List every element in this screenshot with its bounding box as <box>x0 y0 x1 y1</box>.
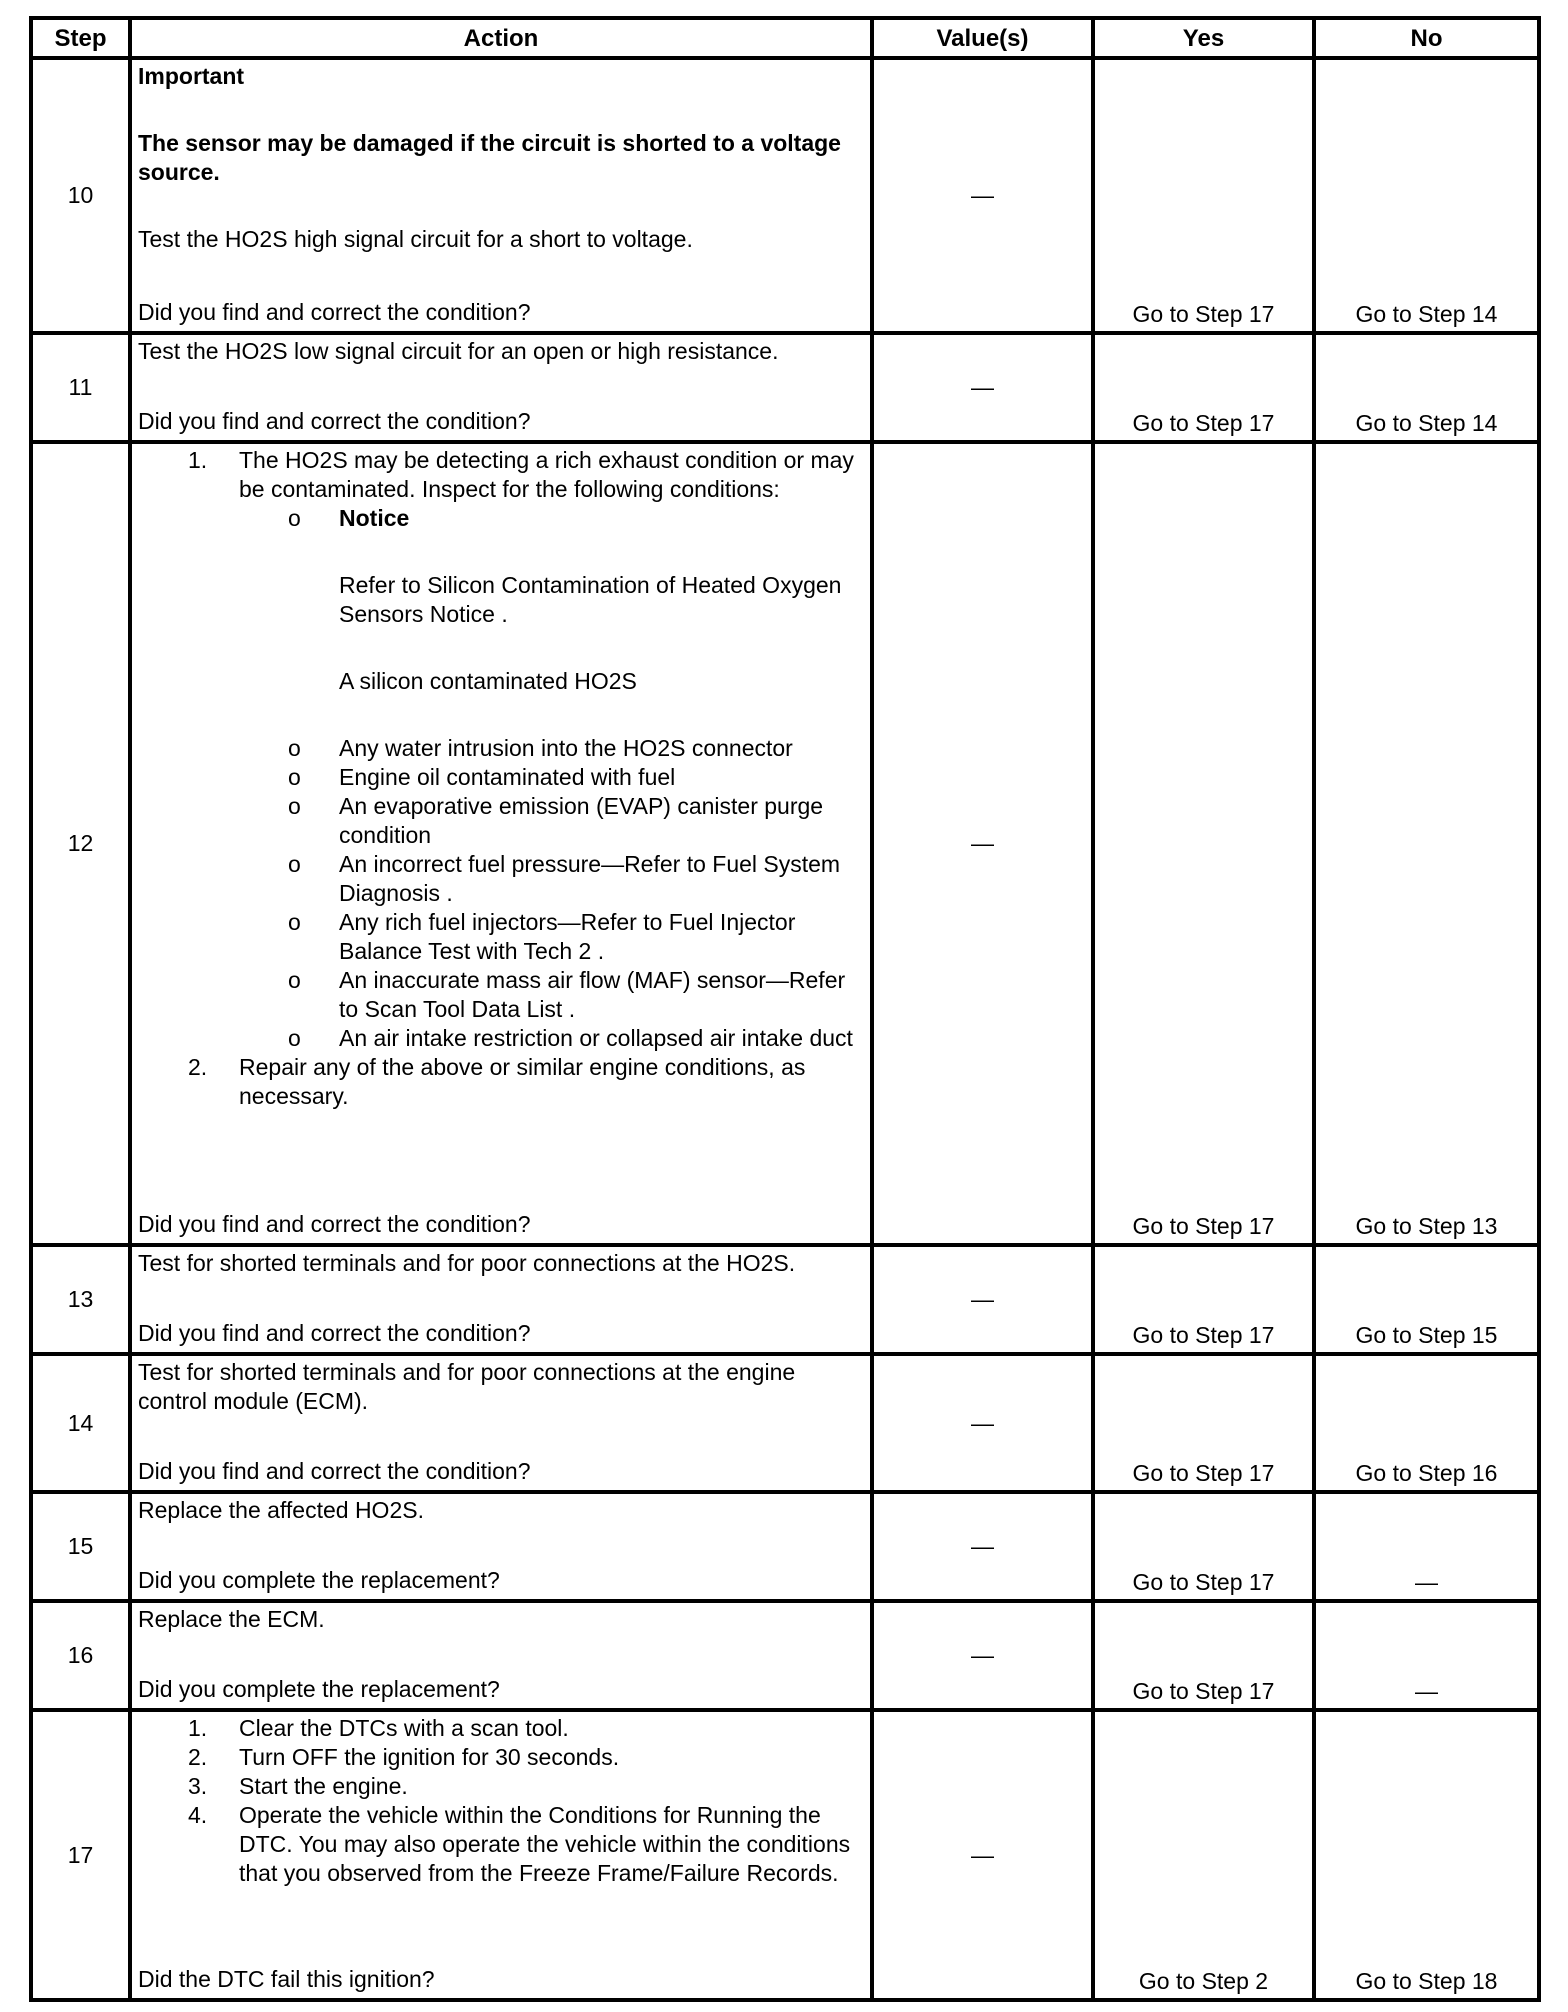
yes-cell: Go to Step 17 <box>1093 333 1314 442</box>
numbered-list <box>138 1714 864 1888</box>
step-number: 17 <box>31 1710 130 2000</box>
list-item-text: An evaporative emission (EVAP) canister purge condition <box>339 793 824 848</box>
no-cell: Go to Step 14 <box>1314 333 1539 442</box>
yes-cell: Go to Step 17 <box>1093 58 1314 333</box>
step-number: 12 <box>31 442 130 1245</box>
step-number: 16 <box>31 1601 130 1710</box>
action-question: Did you find and correct the condition? <box>138 408 531 434</box>
action-text: Test the HO2S low signal circuit for an open or high resistance. <box>138 338 779 364</box>
table-row-step-16 <box>31 1601 1539 1710</box>
value-cell: — <box>872 1710 1093 2000</box>
list-item-text: Turn OFF the ignition for 30 seconds. <box>239 1744 620 1770</box>
bullet-icon: o <box>288 967 301 993</box>
table-row-step-15 <box>31 1492 1539 1601</box>
header-step: Step <box>31 18 130 58</box>
no-cell: Go to Step 15 <box>1314 1245 1539 1354</box>
yes-cell: Go to Step 17 <box>1093 442 1314 1245</box>
value-cell: — <box>872 442 1093 1245</box>
value-cell: — <box>872 1245 1093 1354</box>
yes-cell: Go to Step 17 <box>1093 1601 1314 1710</box>
action-question: Did you complete the replacement? <box>138 1676 500 1702</box>
list-item <box>138 504 864 734</box>
action-cell <box>130 1354 872 1492</box>
list-number: 1. <box>188 1715 208 1741</box>
no-cell: Go to Step 16 <box>1314 1354 1539 1492</box>
important-warning: The sensor may be damaged if the circuit is shorted to a voltage source. <box>138 130 841 185</box>
list-item <box>138 792 864 850</box>
value-cell: — <box>872 333 1093 442</box>
no-cell: — <box>1314 1492 1539 1601</box>
no-cell: Go to Step 14 <box>1314 58 1539 333</box>
table-row-step-11 <box>31 333 1539 442</box>
list-item-text: Clear the DTCs with a scan tool. <box>239 1715 569 1741</box>
yes-cell: Go to Step 17 <box>1093 1245 1314 1354</box>
action-cell <box>130 1492 872 1601</box>
step-number: 15 <box>31 1492 130 1601</box>
notice-reference: Refer to Silicon Contamination of Heated Oxygen Sensors Notice . <box>339 572 842 627</box>
list-item-text: The HO2S may be detecting a rich exhaust condition or may be contaminated. Inspect for the following conditions: <box>239 447 854 502</box>
list-item <box>138 908 864 966</box>
list-item-text: Repair any of the above or similar engine conditions, as necessary. <box>239 1054 806 1109</box>
list-item <box>138 1024 864 1053</box>
list-item-text: Any rich fuel injectors—Refer to Fuel Injector Balance Test with Tech 2 . <box>339 909 796 964</box>
list-number: 1. <box>188 447 208 473</box>
action-cell <box>130 442 872 1245</box>
table-row-step-17 <box>31 1710 1539 2000</box>
yes-cell: Go to Step 17 <box>1093 1492 1314 1601</box>
list-item-text: An air intake restriction or collapsed air intake duct <box>339 1025 853 1051</box>
list-item-text: Operate the vehicle within the Conditions for Running the DTC. You may also operate the vehicle within the conditions that you observed from the Freeze Frame/Failure Records. <box>239 1802 851 1886</box>
step-number: 11 <box>31 333 130 442</box>
action-text: Replace the ECM. <box>138 1606 325 1632</box>
list-number: 3. <box>188 1773 208 1799</box>
action-cell <box>130 333 872 442</box>
action-text: Test for shorted terminals and for poor connections at the HO2S. <box>138 1250 796 1276</box>
notice-item: A silicon contaminated HO2S <box>339 668 637 694</box>
bullet-icon: o <box>288 505 301 531</box>
value-cell: — <box>872 1354 1093 1492</box>
list-item <box>138 763 864 792</box>
table-row-step-10 <box>31 58 1539 333</box>
value-cell: — <box>872 1492 1093 1601</box>
action-question: Did you find and correct the condition? <box>138 299 531 325</box>
action-question: Did you find and correct the condition? <box>138 1320 531 1346</box>
bullet-icon: o <box>288 851 301 877</box>
list-item <box>138 850 864 908</box>
step-number: 13 <box>31 1245 130 1354</box>
action-question: Did you find and correct the condition? <box>138 1211 531 1237</box>
action-text: Replace the affected HO2S. <box>138 1497 424 1523</box>
action-text: Test the HO2S high signal circuit for a short to voltage. <box>138 226 693 252</box>
list-item <box>138 734 864 763</box>
list-item <box>138 1053 864 1111</box>
list-item <box>138 966 864 1024</box>
table-row-step-14 <box>31 1354 1539 1492</box>
list-item <box>138 446 864 1053</box>
list-item <box>138 1714 864 1743</box>
list-number: 2. <box>188 1054 208 1080</box>
bullet-icon: o <box>288 1025 301 1051</box>
value-cell: — <box>872 58 1093 333</box>
no-cell: Go to Step 13 <box>1314 442 1539 1245</box>
header-row <box>31 18 1539 58</box>
bullet-icon: o <box>288 764 301 790</box>
yes-cell: Go to Step 2 <box>1093 1710 1314 2000</box>
action-cell <box>130 1601 872 1710</box>
important-label: Important <box>138 63 245 89</box>
action-cell <box>130 1245 872 1354</box>
value-cell: — <box>872 1601 1093 1710</box>
step-number: 14 <box>31 1354 130 1492</box>
action-cell <box>130 58 872 333</box>
list-item-text: Any water intrusion into the HO2S connector <box>339 735 793 761</box>
step-number: 10 <box>31 58 130 333</box>
bullet-icon: o <box>288 909 301 935</box>
notice-label: Notice <box>339 505 410 531</box>
table-row-step-12 <box>31 442 1539 1245</box>
list-number: 4. <box>188 1802 208 1828</box>
header-values: Value(s) <box>872 18 1093 58</box>
list-number: 2. <box>188 1744 208 1770</box>
list-item-text: An inaccurate mass air flow (MAF) sensor—Refer to Scan Tool Data List . <box>339 967 846 1022</box>
header-no: No <box>1314 18 1539 58</box>
list-item <box>138 1772 864 1801</box>
list-item-text: Start the engine. <box>239 1773 408 1799</box>
action-question: Did you find and correct the condition? <box>138 1458 531 1484</box>
action-text: Test for shorted terminals and for poor connections at the engine control module (ECM). <box>138 1359 796 1414</box>
list-item <box>138 1801 864 1888</box>
action-cell <box>130 1710 872 2000</box>
header-action: Action <box>130 18 872 58</box>
table-row-step-13 <box>31 1245 1539 1354</box>
list-item-text: An incorrect fuel pressure—Refer to Fuel System Diagnosis . <box>339 851 841 906</box>
no-cell: — <box>1314 1601 1539 1710</box>
list-item <box>138 1743 864 1772</box>
no-cell: Go to Step 18 <box>1314 1710 1539 2000</box>
yes-cell: Go to Step 17 <box>1093 1354 1314 1492</box>
action-question: Did you complete the replacement? <box>138 1567 500 1593</box>
list-item-text: Engine oil contaminated with fuel <box>339 764 676 790</box>
bullet-icon: o <box>288 735 301 761</box>
header-yes: Yes <box>1093 18 1314 58</box>
bullet-list <box>239 504 864 1053</box>
numbered-list <box>138 446 864 1111</box>
diagnostic-table <box>29 16 1541 2002</box>
bullet-icon: o <box>288 793 301 819</box>
action-question: Did the DTC fail this ignition? <box>138 1966 435 1992</box>
